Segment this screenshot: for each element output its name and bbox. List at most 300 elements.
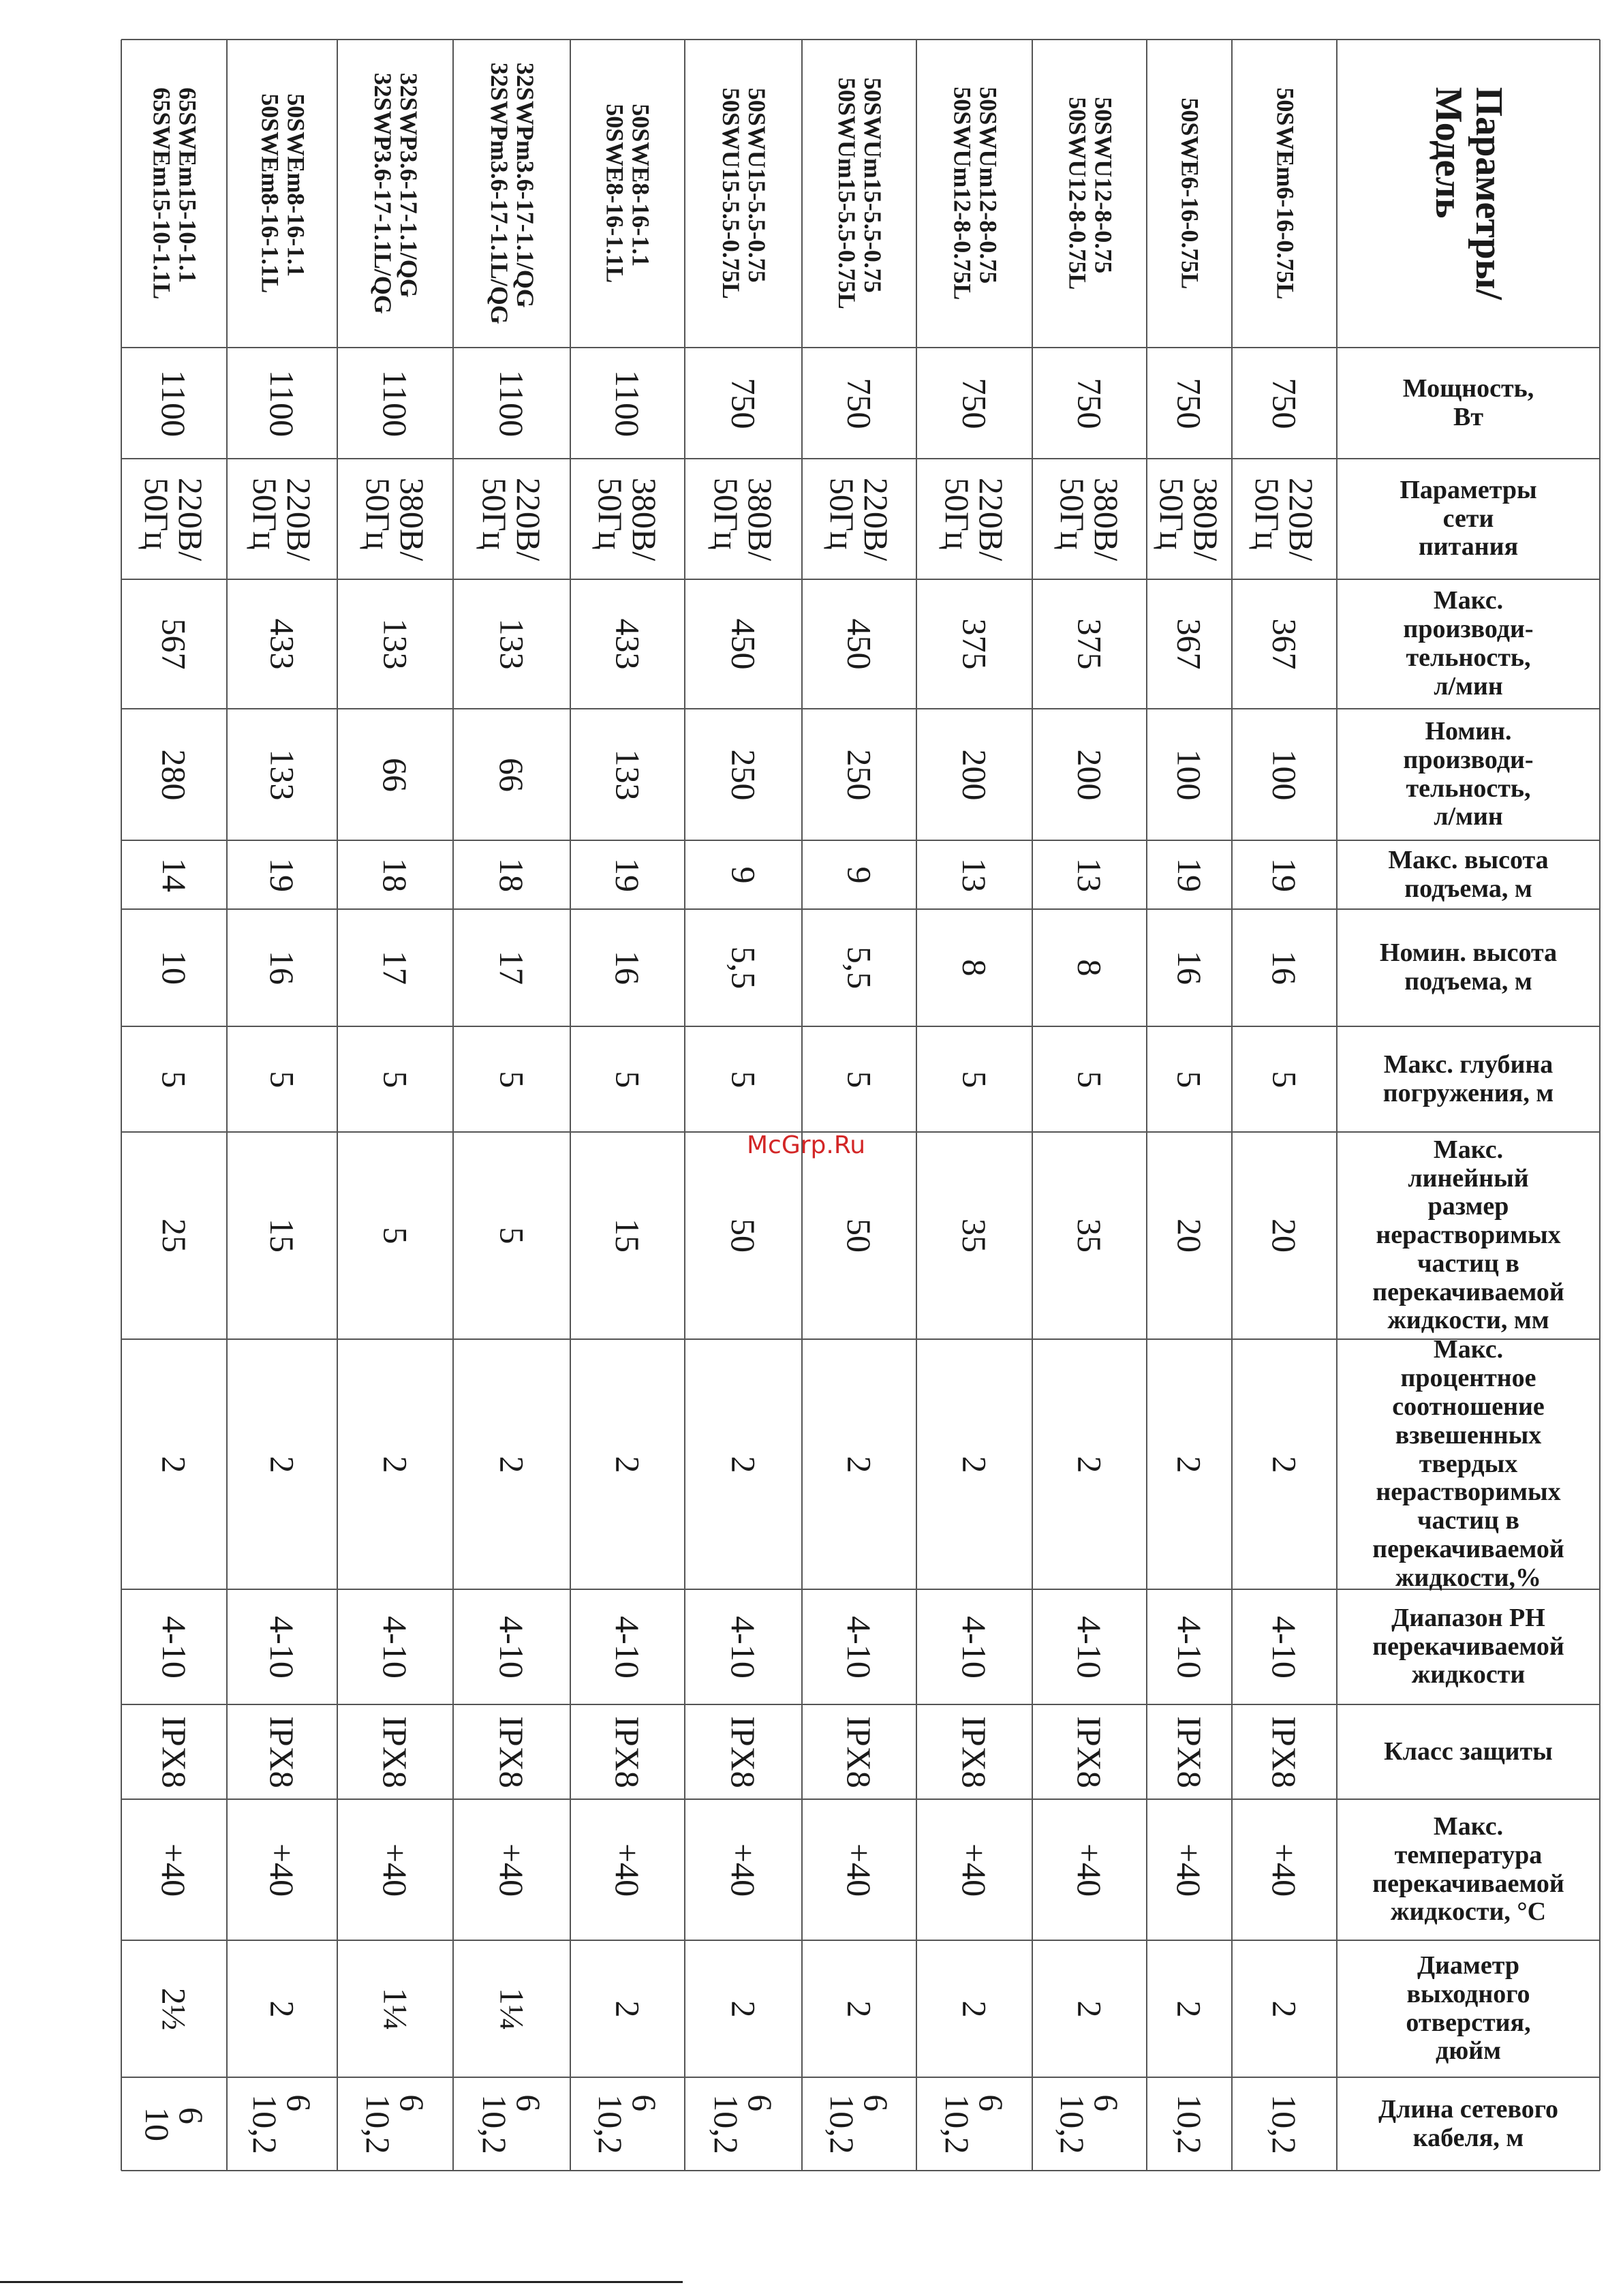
value-cell (337, 459, 453, 579)
param-header (1403, 375, 1534, 432)
value-cell (1147, 579, 1232, 709)
table-value-line: 220B/ (510, 477, 548, 561)
table-value: 10 (155, 951, 194, 985)
table-value: 2 (155, 1456, 194, 1473)
table-value-line: 380B/ (741, 477, 779, 561)
table-value: 13 (1070, 857, 1109, 892)
value-cell (121, 1940, 227, 2077)
model-name-cell (685, 40, 802, 348)
value-cell (121, 1339, 227, 1589)
model-name-line: 50SWEm8-16-1.1 (281, 93, 309, 277)
param-header-line: жидкости, мм (1387, 1306, 1549, 1335)
header-corner (1337, 40, 1600, 348)
table-value: +40 (1070, 1843, 1109, 1897)
table-value: 2 (1170, 2000, 1209, 2017)
value-cell (453, 909, 570, 1026)
value-cell (1232, 1940, 1337, 2077)
param-header-cell (1337, 1704, 1600, 1799)
value-cell (227, 459, 337, 579)
table-value: IPX8 (839, 1715, 878, 1788)
table-value: +40 (262, 1843, 301, 1897)
table-value-line: 10,2 (823, 2094, 861, 2154)
table-value-line: 10,2 (1053, 2094, 1092, 2154)
value-cell (802, 348, 916, 459)
table-value: 5 (608, 1071, 647, 1088)
table-value: IPX8 (955, 1715, 993, 1788)
value-cell (453, 348, 570, 459)
param-header-cell (1337, 348, 1600, 459)
value-cell (227, 709, 337, 840)
model-name (149, 87, 200, 299)
table-value: 250 (724, 749, 762, 800)
model-name-line: 50SWEm6-16-0.75L (1271, 87, 1299, 300)
value-cell (1232, 1704, 1337, 1799)
param-header-line: Диаметр (1417, 1950, 1520, 1980)
param-header-line: нерастворимых (1376, 1478, 1561, 1507)
table-value: 5 (493, 1227, 531, 1244)
table-value: 1¼ (493, 1987, 531, 2030)
table-value: 750 (1170, 378, 1209, 429)
table-value (138, 2107, 211, 2141)
value-cell (1232, 459, 1337, 579)
param-header-cell (1337, 709, 1600, 840)
value-cell (121, 348, 227, 459)
value-cell (1032, 709, 1147, 840)
table-value (940, 2094, 1008, 2154)
table-value: 66 (493, 757, 531, 792)
table-value-line: 50Гц (246, 477, 284, 550)
table-value-line: 220B/ (972, 477, 1010, 561)
table-value: 5 (955, 1071, 993, 1088)
param-header-line: жидкости,% (1395, 1563, 1541, 1592)
value-cell (916, 1339, 1032, 1589)
table-value: 100 (1265, 749, 1303, 800)
table-value: IPX8 (155, 1715, 194, 1788)
value-cell (1232, 1339, 1337, 1589)
table-value (709, 2094, 777, 2154)
table-value-line: 50Гц (938, 477, 976, 550)
model-name (1064, 97, 1115, 290)
value-cell (453, 579, 570, 709)
value-cell (227, 840, 337, 909)
table-value (248, 2094, 316, 2154)
param-header-line: перекачиваемой (1372, 1869, 1564, 1898)
value-cell (802, 1589, 916, 1704)
param-header (1372, 1136, 1564, 1336)
table-value: IPX8 (262, 1715, 301, 1788)
table-value: 1100 (608, 369, 647, 437)
model-name-line: 50SWU12-8-0.75L (1064, 97, 1092, 290)
table-value: IPX8 (1265, 1715, 1303, 1788)
table-value: 66 (376, 757, 414, 792)
table-value: +40 (1170, 1843, 1209, 1897)
model-name (486, 63, 538, 324)
table-value: 2 (724, 1456, 762, 1473)
table-value: 750 (724, 378, 762, 429)
value-cell (121, 1704, 227, 1799)
value-cell (570, 1704, 685, 1799)
param-header-cell (1337, 1335, 1600, 1592)
table-value: 5 (840, 1071, 878, 1088)
param-header-cell (1337, 1799, 1600, 1940)
table-value: 367 (1170, 618, 1209, 670)
table-value: 4-10 (376, 1615, 414, 1679)
value-cell (570, 579, 685, 709)
value-cell (453, 1799, 570, 1940)
table-value: 2 (955, 2000, 993, 2017)
value-cell (916, 579, 1032, 709)
param-header-line: твердых (1419, 1449, 1518, 1478)
watermark: McGrp.Ru (747, 1131, 866, 1159)
value-cell (802, 709, 916, 840)
value-cell (227, 348, 337, 459)
value-cell (916, 1589, 1032, 1704)
table-value: 10,2 (1170, 2094, 1209, 2154)
table-value: +40 (724, 1843, 762, 1897)
model-name-cell (1032, 40, 1147, 348)
table-value: 2 (376, 1456, 414, 1473)
value-cell (1147, 909, 1232, 1026)
table-value (593, 2094, 662, 2154)
param-header-cell (1337, 579, 1600, 709)
param-header-line: Макс. (1433, 1335, 1504, 1364)
value-cell (916, 709, 1032, 840)
table-value-line: 6 (280, 2094, 318, 2111)
value-cell (227, 579, 337, 709)
param-header (1372, 1813, 1564, 1927)
value-cell (121, 1132, 227, 1339)
model-name-cell (802, 40, 916, 348)
table-value-line: 10,2 (707, 2094, 745, 2154)
value-cell (337, 579, 453, 709)
value-cell (453, 2077, 570, 2171)
value-cell (916, 1799, 1032, 1940)
model-name-line: 50SWE6-16-0.75L (1176, 97, 1204, 290)
param-header-line: кабеля, м (1412, 2123, 1524, 2152)
value-cell (1032, 348, 1147, 459)
table-value-line: 380B/ (393, 477, 431, 561)
value-cell (685, 579, 802, 709)
table-value: 2 (955, 1456, 993, 1473)
table-value: 2 (1070, 1456, 1109, 1473)
param-header (1372, 1336, 1564, 1592)
value-cell (337, 1026, 453, 1132)
param-header-line: питания (1418, 532, 1519, 562)
table-value-line: 6 (393, 2094, 431, 2111)
table-value: 4-10 (493, 1615, 531, 1679)
table-value (825, 2094, 893, 2154)
table-value: 1100 (263, 369, 301, 437)
value-cell (337, 709, 453, 840)
value-cell (916, 1026, 1032, 1132)
value-cell (802, 2077, 916, 2171)
table-value-line: 10,2 (476, 2094, 514, 2154)
table-value-line: 50Гц (359, 477, 397, 550)
table-value: 4-10 (955, 1615, 993, 1679)
table-value (1055, 2094, 1124, 2154)
value-cell (227, 1339, 337, 1589)
table-value: 16 (1170, 951, 1209, 985)
model-name-cell (570, 40, 685, 348)
param-header-line: Класс защиты (1384, 1736, 1553, 1766)
table-value: 16 (263, 951, 301, 985)
value-cell (1147, 1026, 1232, 1132)
value-cell (121, 1026, 227, 1132)
param-header-line: Диапазон PH (1391, 1603, 1545, 1632)
param-header-line: жидкости (1411, 1660, 1526, 1689)
table-value: +40 (608, 1843, 647, 1897)
table-value: 5 (1070, 1071, 1109, 1088)
value-cell (570, 1589, 685, 1704)
table-value: 100 (1170, 749, 1209, 800)
table-value (1153, 477, 1226, 561)
value-cell (453, 1589, 570, 1704)
value-cell (1147, 709, 1232, 840)
param-header-line: тельность, (1406, 774, 1531, 803)
value-cell (337, 348, 453, 459)
param-header-line: размер (1427, 1192, 1509, 1221)
param-header-line: сети (1442, 504, 1494, 533)
value-cell (802, 909, 916, 1026)
table-value: 5 (493, 1071, 531, 1088)
value-cell (1032, 1940, 1147, 2077)
value-cell (453, 1940, 570, 2077)
value-cell (1232, 579, 1337, 709)
value-cell (685, 709, 802, 840)
table-value: 2 (1070, 2000, 1109, 2017)
table-value (940, 477, 1008, 560)
table-value-line: 50Гц (707, 477, 745, 550)
table-value: 1100 (155, 369, 194, 437)
table-value (478, 477, 546, 560)
table-value: 5 (1265, 1071, 1303, 1088)
value-cell (1147, 2077, 1232, 2171)
table-value: 1100 (376, 369, 414, 437)
model-name (948, 87, 1000, 301)
model-name-line: 50SWEm8-16-1.1L (256, 93, 284, 294)
value-cell (916, 2077, 1032, 2171)
table-value-line: 10,2 (246, 2094, 284, 2154)
model-name-line: 50SWU15-5.5-0.75L (717, 87, 745, 300)
model-name-cell (121, 40, 227, 348)
value-cell (121, 709, 227, 840)
table-value: 16 (1265, 951, 1303, 985)
value-cell (1232, 840, 1337, 909)
value-cell (227, 1940, 337, 2077)
value-cell (916, 840, 1032, 909)
value-cell (1032, 909, 1147, 1026)
value-cell (685, 909, 802, 1026)
param-header-line: л/мин (1434, 671, 1503, 701)
param-header-cell (1337, 1940, 1600, 2077)
value-cell (1147, 1339, 1232, 1589)
value-cell (916, 459, 1032, 579)
table-value: 5 (1170, 1071, 1209, 1088)
model-name-cell (227, 40, 337, 348)
value-cell (337, 1339, 453, 1589)
model-name-line: 50SWUm15-5.5-0.75L (833, 78, 861, 309)
value-cell (453, 1704, 570, 1799)
value-cell (453, 1026, 570, 1132)
param-header-cell (1337, 909, 1600, 1026)
table-value: 433 (263, 618, 301, 670)
model-name (833, 78, 885, 309)
value-cell (916, 909, 1032, 1026)
table-value: 2 (840, 1456, 878, 1473)
table-value: IPX8 (375, 1715, 414, 1788)
param-header-line: температура (1394, 1840, 1543, 1869)
table-value-line: 6 (741, 2094, 779, 2111)
value-cell (685, 348, 802, 459)
table-value: 5 (724, 1071, 762, 1088)
model-name-line: 32SWPm3.6-17-1.1L/QG (486, 63, 513, 324)
value-cell (121, 579, 227, 709)
table-value: 4-10 (724, 1615, 762, 1679)
table-value: IPX8 (492, 1715, 531, 1788)
value-cell (1232, 709, 1337, 840)
table-value: 450 (724, 618, 762, 670)
table-value: 2 (724, 2000, 762, 2017)
table-value: 1¼ (376, 1987, 414, 2030)
table-value: 2 (493, 1456, 531, 1473)
value-cell (1147, 1132, 1232, 1339)
value-cell (121, 840, 227, 909)
table-value: 50 (840, 1219, 878, 1253)
table-value: 133 (263, 749, 301, 800)
param-header (1372, 1604, 1564, 1689)
table-value: 8 (1070, 959, 1109, 977)
table-value: 9 (840, 866, 878, 883)
table-value: 200 (1070, 749, 1109, 800)
param-header-cell (1337, 1132, 1600, 1339)
param-header-line: Макс. (1433, 1811, 1504, 1841)
param-header-line: подъема, м (1404, 967, 1532, 996)
table-value: 18 (493, 857, 531, 892)
table-value: 2 (608, 2000, 647, 2017)
model-name-line: 50SWUm12-8-0.75 (974, 87, 1002, 284)
param-header-line: Вт (1453, 402, 1483, 431)
value-cell (337, 1132, 453, 1339)
value-cell (916, 1132, 1032, 1339)
value-cell (337, 1799, 453, 1940)
table-value: 15 (263, 1219, 301, 1253)
footer-divider (0, 2281, 683, 2283)
value-cell (802, 579, 916, 709)
table-value: 567 (155, 618, 194, 670)
model-name-line: 32SWP3.6-17-1.1/QG (395, 72, 422, 298)
table-value-line: 220B/ (857, 477, 895, 561)
table-value-line: 380B/ (1087, 477, 1126, 561)
value-cell (227, 1026, 337, 1132)
value-cell (916, 1704, 1032, 1799)
table-value (709, 477, 777, 560)
param-header (1400, 476, 1536, 562)
value-cell (453, 840, 570, 909)
model-name-line: 65SWEm15-10-1.1 (174, 87, 202, 284)
table-value: 2 (1265, 2000, 1303, 2017)
table-value: +40 (955, 1843, 993, 1897)
value-cell (1032, 1026, 1147, 1132)
model-name-line: 50SWU12-8-0.75 (1089, 97, 1117, 274)
param-header-line: Длина сетевого (1378, 2094, 1559, 2124)
value-cell (570, 840, 685, 909)
table-value (1250, 477, 1318, 560)
value-cell (337, 1940, 453, 2077)
param-header-line: перекачиваемой (1372, 1277, 1564, 1306)
param-header-line: погружения, м (1382, 1078, 1554, 1107)
table-value: 13 (955, 857, 993, 892)
value-cell (1147, 1799, 1232, 1940)
table-value-line: 220B/ (280, 477, 318, 561)
param-header-line: Макс. глубина (1383, 1050, 1554, 1079)
table-value: 750 (955, 378, 993, 429)
table-value-line: 50Гц (823, 477, 861, 550)
value-cell (121, 459, 227, 579)
table-value: 14 (155, 857, 194, 892)
model-name-line: 50SWE8-16-1.1 (627, 104, 655, 267)
table-value: +40 (155, 1843, 194, 1897)
table-value: 2 (263, 2000, 301, 2017)
corner-line: Параметры/ (1467, 87, 1510, 301)
model-name (1271, 87, 1297, 299)
value-cell (1232, 1026, 1337, 1132)
param-header-line: Макс. высота (1388, 845, 1549, 874)
value-cell (227, 1704, 337, 1799)
table-value (593, 477, 662, 560)
param-header-line: процентное (1400, 1364, 1536, 1393)
value-cell (802, 1799, 916, 1940)
table-value: 2 (608, 1456, 647, 1473)
value-cell (1147, 459, 1232, 579)
table-value: 5 (155, 1071, 194, 1088)
value-cell (1032, 459, 1147, 579)
table-value: 750 (1070, 378, 1109, 429)
param-header-line: соотношение (1392, 1392, 1545, 1422)
table-value: 10,2 (1265, 2094, 1303, 2154)
value-cell (453, 709, 570, 840)
param-header-line: подъема, м (1404, 874, 1532, 903)
value-cell (685, 1940, 802, 2077)
value-cell (570, 1026, 685, 1132)
value-cell (802, 1132, 916, 1339)
model-name-cell (453, 40, 570, 348)
value-cell (570, 1339, 685, 1589)
model-name-cell (337, 40, 453, 348)
table-value-line: 380B/ (625, 477, 664, 561)
model-name (717, 88, 769, 299)
table-value: 19 (1265, 857, 1303, 892)
param-header (1403, 718, 1533, 831)
param-header-line: взвешенных (1395, 1420, 1542, 1450)
table-value-line: 10,2 (359, 2094, 397, 2154)
table-value: 4-10 (155, 1615, 194, 1679)
value-cell (337, 1704, 453, 1799)
table-value: 4-10 (263, 1615, 301, 1679)
table-value: +40 (375, 1843, 414, 1897)
table-value: 450 (840, 618, 878, 670)
param-header-line: нерастворимых (1376, 1221, 1561, 1250)
value-cell (685, 1132, 802, 1339)
value-cell (1032, 579, 1147, 709)
table-value: 4-10 (1070, 1615, 1109, 1679)
table-value: 5 (376, 1071, 414, 1088)
table-value: IPX8 (1070, 1715, 1109, 1788)
table-value: 133 (376, 618, 414, 670)
value-cell (916, 348, 1032, 459)
value-cell (1032, 2077, 1147, 2171)
table-value: 9 (724, 866, 762, 883)
table-value: 25 (155, 1219, 194, 1253)
